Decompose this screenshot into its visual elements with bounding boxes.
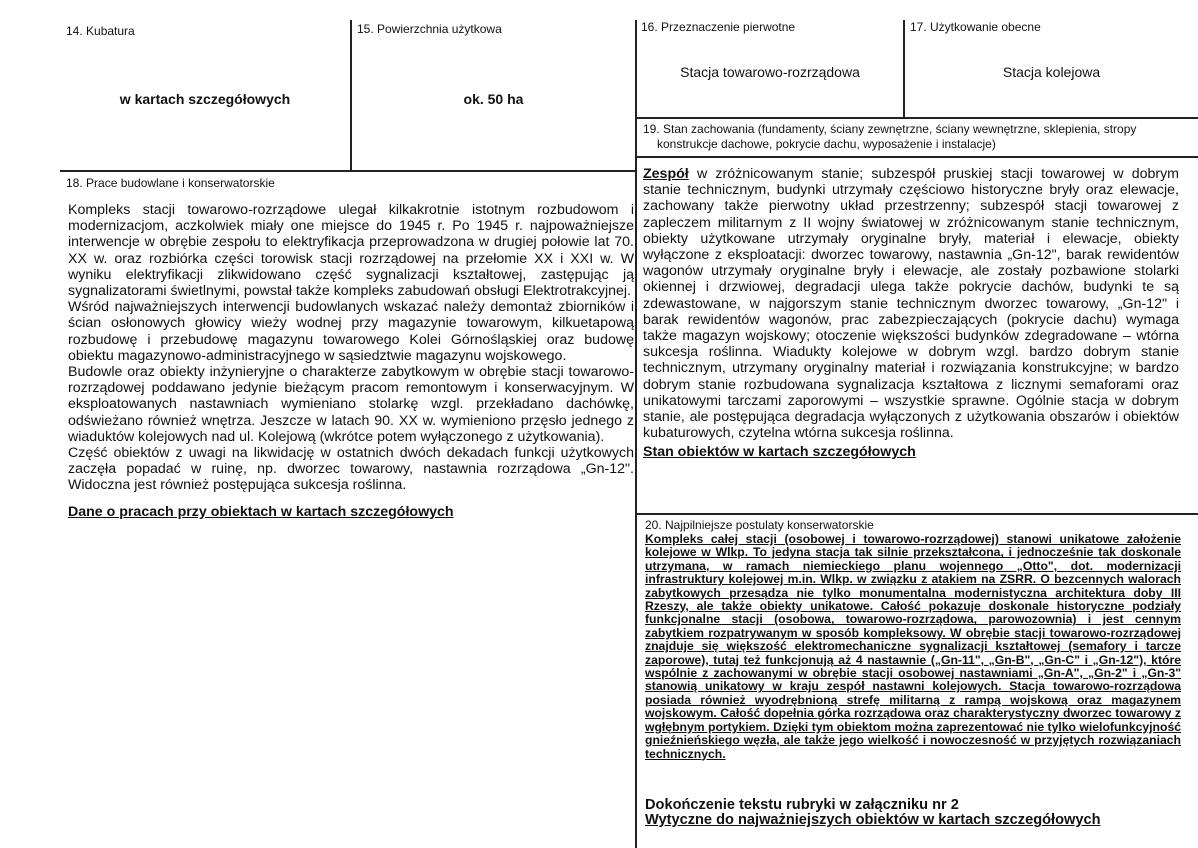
field-18-paragraph: Część obiektów z uwagi na likwidację w ostatnich dwóch dekadach funkcji użytkowych zaczęła popadać w ruinę, np. dworzec towarowy, nastawnia rozrządowa „Gn-12". Widoczna jest również postępująca sukcesja roślinna. <box>68 445 634 494</box>
field-17-label: 17. Użytkowanie obecne <box>910 20 1041 34</box>
divider-top-right <box>636 117 1198 119</box>
field-18-body <box>68 202 634 520</box>
field-14-label: 14. Kubatura <box>66 24 135 38</box>
field-20-footer-guidelines[interactable]: Wytyczne do najważniejszych obiektów w kartach szczegółowych <box>645 812 1101 828</box>
field-19-label-line2: konstrukcje dachowe, pokrycie dachu, wyposażenie i instalacje) <box>657 137 996 151</box>
field-18-paragraph: Kompleks stacji towarowo-rozrządowe ulegał kilkakrotnie istotnym rozbudowom i modernizacjom, aczkolwiek miały one miejsce do 1945 r. Po 1945 r. najpoważniejsze interwencje w obrębie zespołu to elektryfikacja przeprowadzona w drugiej połowie lat 70. XX w. oraz rozbiórka części torowisk stacji rozrządowej na przełomie XX i XXI w. W wyniku elektryfikacji zlikwidowano część sygnalizacji kształtowej, zastępując ją sygnalizatorami świetlnymi, powstał także kompleks zabudowań obsługi Elektrotrakcyjnej. <box>68 202 634 300</box>
field-18-paragraph: Budowle oraz obiekty inżynieryjne o charakterze zabytkowym w obrębie stacji towarowo-rozrządowej poddawano jedynie bieżącym pracom remontowym i konserwacyjnym. W eksploatowanych nastawniach wymieniano stolarkę wzgl. przekładano dachówkę, odświeżano również wnętrza. Jeszcze w latach 90. XX w. wymieniono przęsło jednego z wiaduktów kolejowych nad ul. Kolejową (wkrótce potem wyłączonego z użytkowania). <box>68 364 634 445</box>
field-19-label-line1: 19. Stan zachowania (fundamenty, ściany zewnętrzne, ściany wewnętrzne, sklepienia, stropy <box>643 122 1137 136</box>
field-16-value: Stacja towarowo-rozrządowa <box>680 64 860 80</box>
divider-15-16 <box>635 20 637 848</box>
field-19-text: w zróżnicowanym stanie; subzespół pruskiej stacji towarowej w dobrym stanie technicznym, budynki utrzymały częściowo historyczne bryły oraz elewacje, zachowany także pierwotny układ przestrzenny; subzespół stacji towarowej z zapleczem militarnym z II wojny światowej w zróżnicowanym stanie technicznym, obiekty użytkowane utrzymały oryginalne bryły, materiał i elewacje, obiekty wyłączone z eksploatacji: dworzec towarowy, nastawnia „Gn-12", barak rewidentów wagonów utrzymały oryginalne bryły i elewacje, ale zostały pozbawione stolarki okiennej i drzwiowej, degradacji ulega także pokrycie dachów, budynki te są zdewastowane, w najgorszym stanie technicznym dworzec towarowy, „Gn-12" i barak rewidentów wagonów, prac zabezpieczających (pokrycie dachu) wymaga także magazyn wojskowy; otoczenie większości budynków zdegradowane – wtórna sukcesja roślinna. Wiadukty kolejowe w dobrym wzgl. bardzo dobrym stanie technicznym, utrzymany oryginalny materiał i rozwiązania konstrukcyjne; w bardzo dobrym stanie rozbudowana sygnalizacja kształtowa z licznymi semaforami oraz unikatowymi tarczami zaporowymi – wszystkie sprawne. Ogólnie stacja w dobrym stanie, ale postępująca degradacja wyłączonych z użytkowania obszarów i obiektów kubaturowych, czytelna wtórna sukcesja roślinna. <box>643 166 1179 442</box>
field-15-value: ok. 50 ha <box>463 91 524 107</box>
field-16-label: 16. Przeznaczenie pierwotne <box>641 20 796 34</box>
field-18-label: 18. Prace budowlane i konserwatorskie <box>66 176 275 190</box>
field-14-value: w kartach szczegółowych <box>119 91 291 107</box>
field-18-details-link[interactable]: Dane o pracach przy obiektach w kartach szczegółowych <box>68 503 454 520</box>
field-20-label: 20. Najpilniejsze postulaty konserwatorskie <box>645 518 874 532</box>
field-20-footer-annex: Dokończenie tekstu rubryki w załączniku nr 2 <box>645 797 959 813</box>
field-19-body <box>643 166 1179 461</box>
field-19-details-link[interactable]: Stan obiektów w kartach szczegółowych <box>643 444 916 461</box>
field-20-body: Kompleks całej stacji (osobowej i towarowo-rozrządowej) stanowi unikatowe założenie kolejowe w Wlkp. To jedyna stacja tak silnie przekształcona, i jednocześnie tak doskonale utrzymana, w ramach niemieckiego planu wojennego „Otto", dot. modernizacji infrastruktury kolejowej m.in. Wlkp. w związku z atakiem na ZSRR. O bezcennych walorach zabytkowych przesądza nie tylko monumentalna modernistyczna architektura doby III Rzeszy, ale także obiekty unikatowe. Całość pokazuje doskonale historyczne podziały funkcjonalne stacji (osobowa, towarowo-rozrządowa, parowozownia) i jest cennym zabytkiem rozpatrywanym w sposób kompleksowy. W obrębie stacji towarowo-rozrządowej znajduje się większość elektromechaniczne sygnalizacji kształtowej (semafory i tarcze zaporowe), tutaj też funkcjonują aż 4 nastawnie („Gn-11", „Gn-B", „Gn-C" i „Gn-12"), które wspólnie z zachowanymi w obrębie stacji osobowej nastawniami „Gn-A", „Gn-2" i „Gn-3" stanowią unikatowy w kraju zespół nastawni kolejowych. Stacja towarowo-rozrządowa posiada również wyodrębnioną strefę militarną z rampą wojskową oraz magazynem wojskowym. Całość dopełnia górka rozrządowa oraz charakterystyczny dworzec towarowy z wgłębnym portykiem. Dzięki tym obiektom można zaprezentować nie tylko wielofunkcyjność gnieźnieńskiego węzła, ale także jego wielkość i nowoczesność w przyjętych rozwiązaniach technicznych. <box>645 532 1181 761</box>
field-19-lead: Zespół <box>643 166 689 182</box>
divider-row-18 <box>60 170 636 172</box>
divider-row-20 <box>636 513 1198 515</box>
field-17-value: Stacja kolejowa <box>1002 64 1101 80</box>
divider-19-bottom <box>636 156 1198 158</box>
field-15-label: 15. Powierzchnia użytkowa <box>357 22 502 36</box>
field-18-paragraph: Wśród najważniejszych interwencji budowlanych wskazać należy demontaż zbiorników i ścian osłonowych głowicy wieży wodnej przy magazynie towarowym, kilkuetapową rozbudowę i przebudowę magazynu towarowego Kolei Górnośląskiej oraz budowę obiektu magazynowo-administracyjnego w sąsiedztwie magazynu wojskowego. <box>68 299 634 364</box>
